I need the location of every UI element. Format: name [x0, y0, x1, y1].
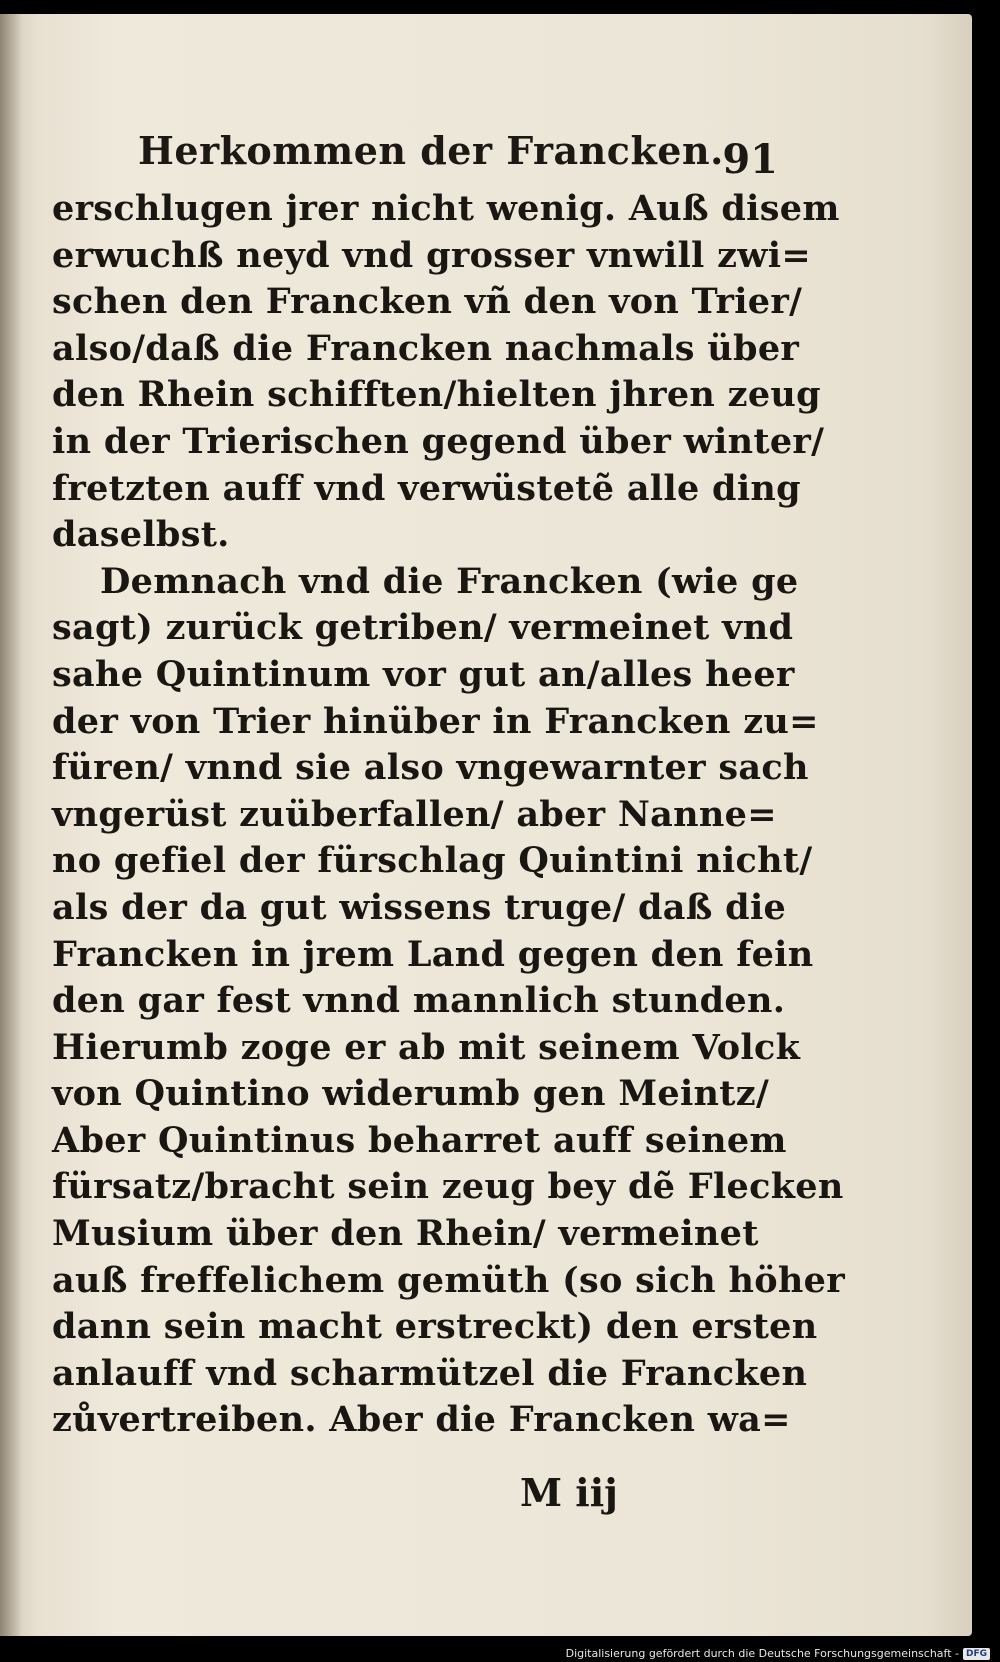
page-number: 91 — [722, 136, 778, 183]
text-line: no gefiel der fürschlag Quintini nicht/ — [52, 840, 813, 882]
text-line: anlauff vnd scharmützel die Francken — [52, 1352, 808, 1394]
text-line: den gar fest vnnd mannlich stunden. — [52, 980, 786, 1022]
body-text — [52, 186, 845, 1444]
text-line: sahe Quintinum vor gut an/alles heer — [52, 653, 795, 695]
text-line: fürsatz/bracht sein zeug bey dẽ Flecken — [52, 1166, 844, 1208]
text-line: in der Trierischen gegend über winter/ — [52, 420, 825, 462]
text-line: vngerüst zuüberfallen/ aber Nanne= — [52, 793, 777, 835]
text-line: der von Trier hinüber in Francken zu= — [52, 700, 819, 742]
running-head: Herkommen der Francken. — [138, 128, 724, 173]
paragraph-start-line: Demnach vnd die Francken (wie ge — [100, 560, 799, 602]
text-line: Francken in jrem Land gegen den fein — [52, 933, 814, 975]
text-line: Musium über den Rhein/ vermeinet — [52, 1213, 759, 1255]
text-line: also/daß die Francken nachmals über — [52, 327, 800, 369]
digitization-credit — [566, 1647, 990, 1660]
text-line: erschlugen jrer nicht wenig. Auß disem — [52, 188, 840, 229]
page-header — [138, 118, 778, 183]
text-line: zůvertreiben. Aber die Francken wa= — [52, 1399, 791, 1441]
signature-mark: M iij — [520, 1470, 618, 1515]
dfg-logo: DFG — [963, 1648, 990, 1660]
book-spine-shadow — [0, 14, 22, 1636]
text-line: schen den Francken vñ den von Trier/ — [52, 281, 803, 323]
text-line: den Rhein schifften/hielten jhren zeug — [52, 374, 821, 416]
text-line: fretzten auff vnd verwüstetẽ alle ding — [52, 467, 801, 509]
text-line: Aber Quintinus beharret auff seinem — [52, 1119, 787, 1161]
text-line: daselbst. — [52, 514, 230, 556]
text-line: füren/ vnnd sie also vngewarnter sach — [52, 747, 809, 789]
text-line: Hierumb zoge er ab mit seinem Volck — [52, 1026, 801, 1068]
text-line: sagt) zurück getriben/ vermeinet vnd — [52, 607, 794, 649]
text-line: auß freffelichem gemüth (so sich höher — [52, 1259, 845, 1301]
text-line: dann sein macht erstreckt) den ersten — [52, 1306, 818, 1348]
text-line: von Quintino widerumb gen Meintz/ — [52, 1073, 770, 1115]
credit-text: Digitalisierung gefördert durch die Deutsche Forschungsgemeinschaft - — [565, 1647, 959, 1660]
text-line: erwuchß neyd vnd grosser vnwill zwi= — [52, 234, 811, 276]
text-line: als der da gut wissens truge/ daß die — [52, 886, 787, 928]
